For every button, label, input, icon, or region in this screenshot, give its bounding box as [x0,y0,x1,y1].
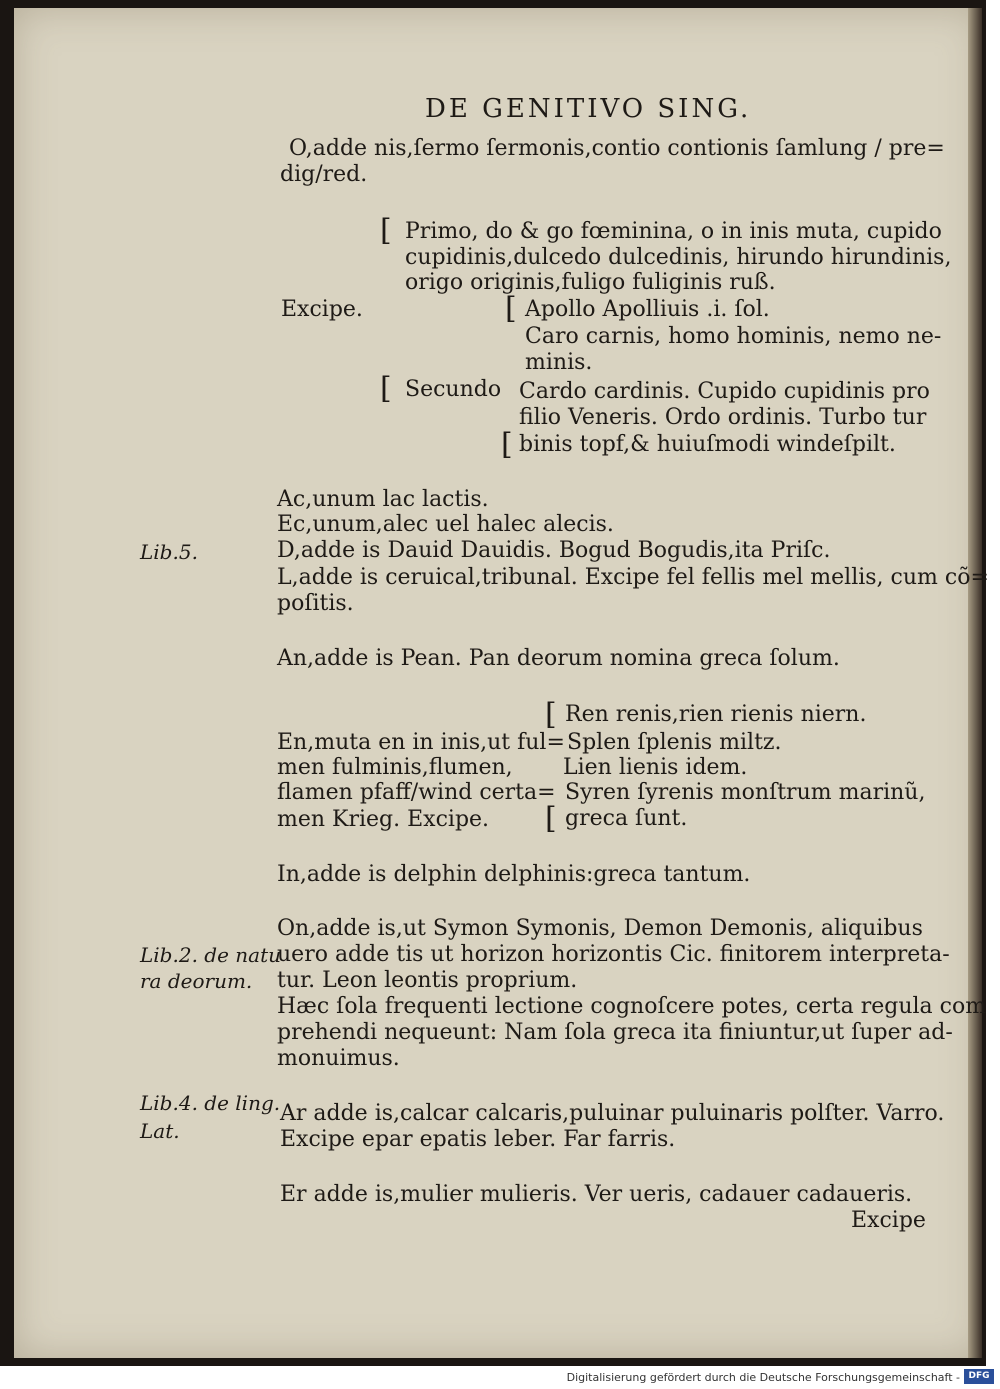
text-line: Er adde is,mulier mulieris. Ver ueris, cadauer cadaueris. [280,1182,913,1207]
text-line: Excipe epar epatis leber. Far farris. [280,1127,676,1152]
brace-open: [ [545,697,557,732]
text-line: binis topf,& huiuſmodi windeſpilt. [519,432,896,457]
text-line: Lien lienis idem. [563,755,748,780]
text-line: Excipe. [281,297,363,322]
text-line: Ac,unum lac lactis. [277,487,489,512]
page-paper [14,8,982,1358]
margin-note: ra deorum. [140,969,253,993]
margin-note: Lib.5. [140,540,198,564]
dfg-logo: DFG [964,1369,994,1384]
brace-open: [ [505,291,517,326]
text-line: Splen ſplenis miltz. [567,730,782,755]
text-line: poſitis. [277,591,354,616]
footer-credit: Digitalisierung gefördert durch die Deutsche Forschungsgemeinschaft - [566,1371,960,1384]
margin-note: Lat. [140,1119,180,1143]
text-line: men Krieg. Excipe. [277,807,490,832]
brace-close: [ [501,427,513,462]
text-line: tur. Leon leontis proprium. [277,968,578,993]
margin-note: Lib.2. de natu [140,943,281,967]
catchword: Excipe [851,1208,926,1233]
page-edge [968,8,982,1358]
text-line: In,adde is delphin delphinis:greca tantum. [277,862,751,887]
text-line: On,adde is,ut Symon Symonis, Demon Demonis, aliquibus [277,916,923,941]
text-line: prehendi nequeunt: Nam ſola greca ita finiuntur,ut ſuper ad- [277,1020,953,1045]
brace-close: [ [380,371,392,406]
text-line: Caro carnis, homo hominis, nemo ne- [525,324,942,349]
text-line: Hæc ſola frequenti lectione cognoſcere potes, certa regula com [277,994,987,1019]
text-line: filio Veneris. Ordo ordinis. Turbo tur [519,405,927,430]
text-line: Primo, do & go fœminina, o in inis muta, cupido [405,219,942,244]
text-line: Ec,unum,alec uel halec alecis. [277,512,614,537]
text-line: En,muta en in inis,ut ful= [277,730,565,755]
text-line: greca ſunt. [565,806,688,831]
text-line: dig/red. [280,162,368,187]
page-header: DE GENITIVO SING. [425,94,752,124]
text-line: minis. [525,350,593,375]
text-line: Apollo Apolliuis .i. ſol. [525,297,770,322]
text-line: O,adde nis,ſermo ſermonis,contio contionis ſamlung / pre= [289,136,945,161]
text-line: Secundo [405,377,502,402]
text-line: L,adde is ceruical,tribunal. Excipe fel fellis mel mellis, cum cõ= [277,565,989,590]
text-line: Syren ſyrenis monſtrum marinũ, [565,780,926,805]
text-line: Cardo cardinis. Cupido cupidinis pro [519,379,930,404]
brace-open: [ [380,213,392,248]
text-line: uero adde tis ut horizon horizontis Cic. finitorem interpreta- [277,942,950,967]
text-line: flamen pfaff/wind certa= [277,780,556,805]
text-line: origo originis,fuligo fuliginis ruß. [405,270,776,295]
footer-bar [0,1366,1000,1389]
text-line: An,adde is Pean. Pan deorum nomina greca ſolum. [277,646,840,671]
text-line: cupidinis,dulcedo dulcedinis, hirundo hirundinis, [405,245,952,270]
text-line: men fulminis,flumen, [277,755,513,780]
brace-close: [ [545,801,557,836]
text-line: monuimus. [277,1046,400,1071]
text-line: D,adde is Dauid Dauidis. Bogud Bogudis,ita Priſc. [277,538,831,563]
text-line: Ar adde is,calcar calcaris,puluinar puluinaris polſter. Varro. [280,1101,945,1126]
margin-note: Lib.4. de ling. [140,1091,281,1115]
text-line: Ren renis,rien rienis niern. [565,702,867,727]
